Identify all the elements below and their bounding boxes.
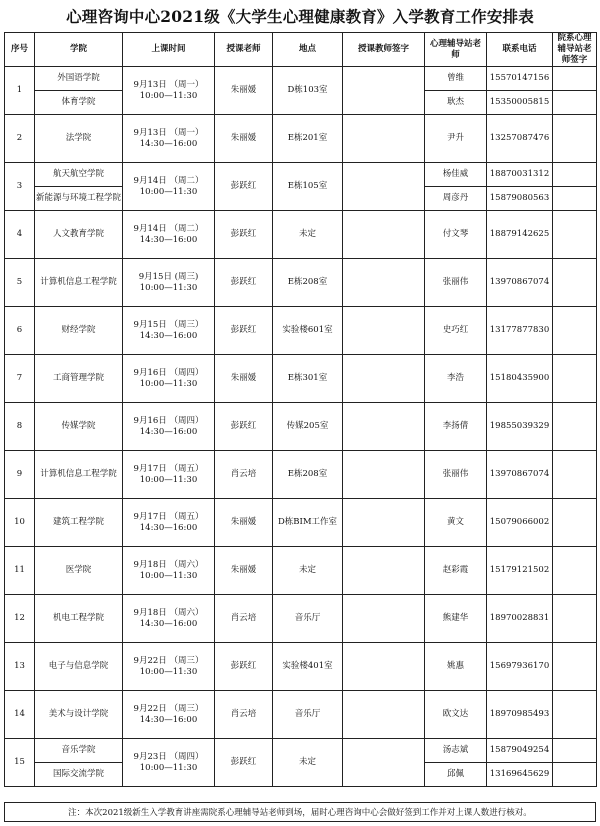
phone-number: 15350005815 [487, 91, 553, 115]
location: 未定 [273, 211, 343, 259]
lecturer-signature-cell [343, 547, 425, 595]
lecturer: 彭跃红 [215, 403, 273, 451]
class-date: 9月13日 （周一） [133, 79, 204, 90]
counselor-signature-cell [553, 211, 597, 259]
college-name: 机电工程学院 [35, 595, 123, 643]
lecturer: 肖云培 [215, 691, 273, 739]
counselor-name: 张丽伟 [425, 451, 487, 499]
college-name: 国际交流学院 [35, 763, 123, 787]
counselor-name: 曾维 [425, 67, 487, 91]
lecturer-signature-cell [343, 115, 425, 163]
counselor-name: 熊建华 [425, 595, 487, 643]
college-name: 电子与信息学院 [35, 643, 123, 691]
phone-number: 13970867074 [487, 451, 553, 499]
college-name: 工商管理学院 [35, 355, 123, 403]
counselor-signature-cell [553, 307, 597, 355]
counselor-name: 周彦丹 [425, 187, 487, 211]
row-number: 4 [5, 211, 35, 259]
header-counselor: 心理辅导站老师 [425, 33, 487, 67]
row-number: 1 [5, 67, 35, 115]
location: 音乐厅 [273, 595, 343, 643]
class-date: 9月22日 （周三） [133, 655, 204, 666]
lecturer-signature-cell [343, 643, 425, 691]
counselor-signature-cell [553, 643, 597, 691]
college-name: 医学院 [35, 547, 123, 595]
class-hours: 10:00—11:30 [139, 90, 198, 101]
phone-number: 13169645629 [487, 763, 553, 787]
counselor-name: 汤志斌 [425, 739, 487, 763]
table-row [5, 115, 597, 163]
class-date: 9月14日 （周二） [133, 223, 204, 234]
class-date: 9月15日 （周三） [133, 319, 204, 330]
phone-number: 15179121502 [487, 547, 553, 595]
table-row [5, 403, 597, 451]
phone-number: 18970028831 [487, 595, 553, 643]
phone-number: 18879142625 [487, 211, 553, 259]
counselor-signature-cell [553, 91, 597, 115]
table-row [5, 451, 597, 499]
lecturer: 彭跃红 [215, 307, 273, 355]
lecturer: 朱丽媛 [215, 355, 273, 403]
class-date: 9月17日 （周五） [133, 511, 204, 522]
phone-number: 13257087476 [487, 115, 553, 163]
lecturer-signature-cell [343, 451, 425, 499]
header-college: 学院 [35, 33, 123, 67]
location: E栋301室 [273, 355, 343, 403]
college-name: 计算机信息工程学院 [35, 259, 123, 307]
lecturer-signature-cell [343, 595, 425, 643]
class-hours: 14:30—16:00 [139, 522, 198, 533]
counselor-name: 赵彩霞 [425, 547, 487, 595]
phone-number: 15879049254 [487, 739, 553, 763]
class-hours: 10:00—11:30 [139, 570, 198, 581]
table-row [5, 547, 597, 595]
counselor-name: 黄文 [425, 499, 487, 547]
row-number: 12 [5, 595, 35, 643]
class-time [123, 451, 215, 499]
class-time [123, 163, 215, 211]
counselor-signature-cell [553, 259, 597, 307]
lecturer: 朱丽媛 [215, 547, 273, 595]
class-hours: 10:00—11:30 [139, 762, 198, 773]
lecturer: 彭跃红 [215, 163, 273, 211]
college-name: 传媒学院 [35, 403, 123, 451]
class-time [123, 643, 215, 691]
table-row [5, 355, 597, 403]
row-number: 3 [5, 163, 35, 211]
footnote: 注：本次2021级新生入学教育讲座需院系心理辅导站老师到场，届时心理咨询中心会做好签到工作并对上课人数进行核对。 [4, 802, 596, 822]
row-number: 10 [5, 499, 35, 547]
college-name: 新能源与环境工程学院 [35, 187, 123, 211]
class-time [123, 547, 215, 595]
row-number: 2 [5, 115, 35, 163]
header-counselor-sign: 院系心理辅导站老师签字 [553, 33, 597, 67]
class-date: 9月18日 （周六） [133, 607, 204, 618]
lecturer-signature-cell [343, 211, 425, 259]
counselor-signature-cell [553, 355, 597, 403]
lecturer-signature-cell [343, 355, 425, 403]
college-name: 音乐学院 [35, 739, 123, 763]
counselor-name: 尹升 [425, 115, 487, 163]
counselor-name: 耿杰 [425, 91, 487, 115]
lecturer-signature-cell [343, 307, 425, 355]
location: E栋208室 [273, 259, 343, 307]
phone-number: 18970985493 [487, 691, 553, 739]
table-row [5, 163, 597, 187]
table-header-row [5, 33, 597, 67]
header-phone: 联系电话 [487, 33, 553, 67]
lecturer: 朱丽媛 [215, 115, 273, 163]
row-number: 15 [5, 739, 35, 787]
lecturer-signature-cell [343, 67, 425, 115]
college-name: 体育学院 [35, 91, 123, 115]
phone-number: 15180435900 [487, 355, 553, 403]
location: 音乐厅 [273, 691, 343, 739]
class-hours: 14:30—16:00 [139, 330, 198, 341]
class-date: 9月22日 （周三） [133, 703, 204, 714]
counselor-signature-cell [553, 499, 597, 547]
location: 实验楼601室 [273, 307, 343, 355]
row-number: 13 [5, 643, 35, 691]
lecturer: 彭跃红 [215, 643, 273, 691]
table-row [5, 739, 597, 763]
class-date: 9月14日 （周二） [133, 175, 204, 186]
class-date: 9月23日 （周四） [133, 751, 204, 762]
counselor-name: 张丽伟 [425, 259, 487, 307]
class-date: 9月15日 (周三) [138, 271, 199, 282]
college-name: 计算机信息工程学院 [35, 451, 123, 499]
class-time [123, 595, 215, 643]
row-number: 6 [5, 307, 35, 355]
class-hours: 10:00—11:30 [139, 282, 198, 293]
phone-number: 13970867074 [487, 259, 553, 307]
phone-number: 19855039329 [487, 403, 553, 451]
class-hours: 10:00—11:30 [139, 378, 198, 389]
header-teacher-sign: 授课教师签字 [343, 33, 425, 67]
lecturer-signature-cell [343, 259, 425, 307]
lecturer-signature-cell [343, 163, 425, 211]
row-number: 9 [5, 451, 35, 499]
class-time [123, 211, 215, 259]
lecturer: 肖云培 [215, 451, 273, 499]
counselor-name: 付文琴 [425, 211, 487, 259]
schedule-table [4, 32, 597, 787]
table-row [5, 499, 597, 547]
class-date: 9月17日 （周五） [133, 463, 204, 474]
class-date: 9月16日 （周四） [133, 367, 204, 378]
table-row [5, 211, 597, 259]
counselor-name: 史巧红 [425, 307, 487, 355]
class-date: 9月18日 （周六） [133, 559, 204, 570]
class-time [123, 403, 215, 451]
phone-number: 15079066002 [487, 499, 553, 547]
counselor-signature-cell [553, 547, 597, 595]
location: D栋BIM工作室 [273, 499, 343, 547]
counselor-name: 欧文达 [425, 691, 487, 739]
counselor-signature-cell [553, 691, 597, 739]
counselor-signature-cell [553, 163, 597, 187]
table-row [5, 595, 597, 643]
location: 实验楼401室 [273, 643, 343, 691]
header-no: 序号 [5, 33, 35, 67]
class-hours: 14:30—16:00 [139, 234, 198, 245]
lecturer-signature-cell [343, 403, 425, 451]
counselor-signature-cell [553, 187, 597, 211]
counselor-name: 杨佳威 [425, 163, 487, 187]
location: 未定 [273, 547, 343, 595]
college-name: 财经学院 [35, 307, 123, 355]
class-time [123, 691, 215, 739]
counselor-name: 李扬倩 [425, 403, 487, 451]
counselor-signature-cell [553, 763, 597, 787]
class-time [123, 259, 215, 307]
row-number: 7 [5, 355, 35, 403]
class-time [123, 307, 215, 355]
class-hours: 14:30—16:00 [139, 618, 198, 629]
college-name: 法学院 [35, 115, 123, 163]
lecturer: 彭跃红 [215, 259, 273, 307]
college-name: 航天航空学院 [35, 163, 123, 187]
phone-number: 15697936170 [487, 643, 553, 691]
header-time: 上课时间 [123, 33, 215, 67]
class-time [123, 67, 215, 115]
counselor-signature-cell [553, 67, 597, 91]
lecturer-signature-cell [343, 499, 425, 547]
class-hours: 14:30—16:00 [139, 138, 198, 149]
table-row [5, 691, 597, 739]
row-number: 5 [5, 259, 35, 307]
lecturer: 朱丽媛 [215, 499, 273, 547]
lecturer: 彭跃红 [215, 739, 273, 787]
class-hours: 10:00—11:30 [139, 666, 198, 677]
college-name: 外国语学院 [35, 67, 123, 91]
class-hours: 10:00—11:30 [139, 186, 198, 197]
college-name: 建筑工程学院 [35, 499, 123, 547]
counselor-signature-cell [553, 403, 597, 451]
location: E栋201室 [273, 115, 343, 163]
row-number: 8 [5, 403, 35, 451]
counselor-name: 李浩 [425, 355, 487, 403]
counselor-signature-cell [553, 739, 597, 763]
row-number: 14 [5, 691, 35, 739]
row-number: 11 [5, 547, 35, 595]
class-hours: 14:30—16:00 [139, 714, 198, 725]
location: E栋105室 [273, 163, 343, 211]
lecturer-signature-cell [343, 691, 425, 739]
counselor-signature-cell [553, 115, 597, 163]
table-body [5, 67, 597, 787]
counselor-name: 姚惠 [425, 643, 487, 691]
page-title: 心理咨询中心2021级《大学生心理健康教育》入学教育工作安排表 [66, 7, 534, 26]
college-name: 人文教育学院 [35, 211, 123, 259]
class-hours: 14:30—16:00 [139, 426, 198, 437]
header-place: 地点 [273, 33, 343, 67]
lecturer: 肖云培 [215, 595, 273, 643]
class-hours: 10:00—11:30 [139, 474, 198, 485]
class-date: 9月16日 （周四） [133, 415, 204, 426]
college-name: 美术与设计学院 [35, 691, 123, 739]
lecturer: 彭跃红 [215, 211, 273, 259]
table-row [5, 67, 597, 91]
class-time [123, 739, 215, 787]
lecturer-signature-cell [343, 739, 425, 787]
class-time [123, 499, 215, 547]
class-time [123, 115, 215, 163]
phone-number: 15570147156 [487, 67, 553, 91]
phone-number: 13177877830 [487, 307, 553, 355]
location: E栋208室 [273, 451, 343, 499]
table-row [5, 643, 597, 691]
header-teacher: 授课老师 [215, 33, 273, 67]
table-row [5, 307, 597, 355]
phone-number: 15879080563 [487, 187, 553, 211]
counselor-signature-cell [553, 451, 597, 499]
phone-number: 18870031312 [487, 163, 553, 187]
lecturer: 朱丽媛 [215, 67, 273, 115]
counselor-signature-cell [553, 595, 597, 643]
location: 传媒205室 [273, 403, 343, 451]
location: D栋103室 [273, 67, 343, 115]
class-time [123, 355, 215, 403]
location: 未定 [273, 739, 343, 787]
table-row [5, 259, 597, 307]
class-date: 9月13日 （周一） [133, 127, 204, 138]
counselor-name: 邱佩 [425, 763, 487, 787]
